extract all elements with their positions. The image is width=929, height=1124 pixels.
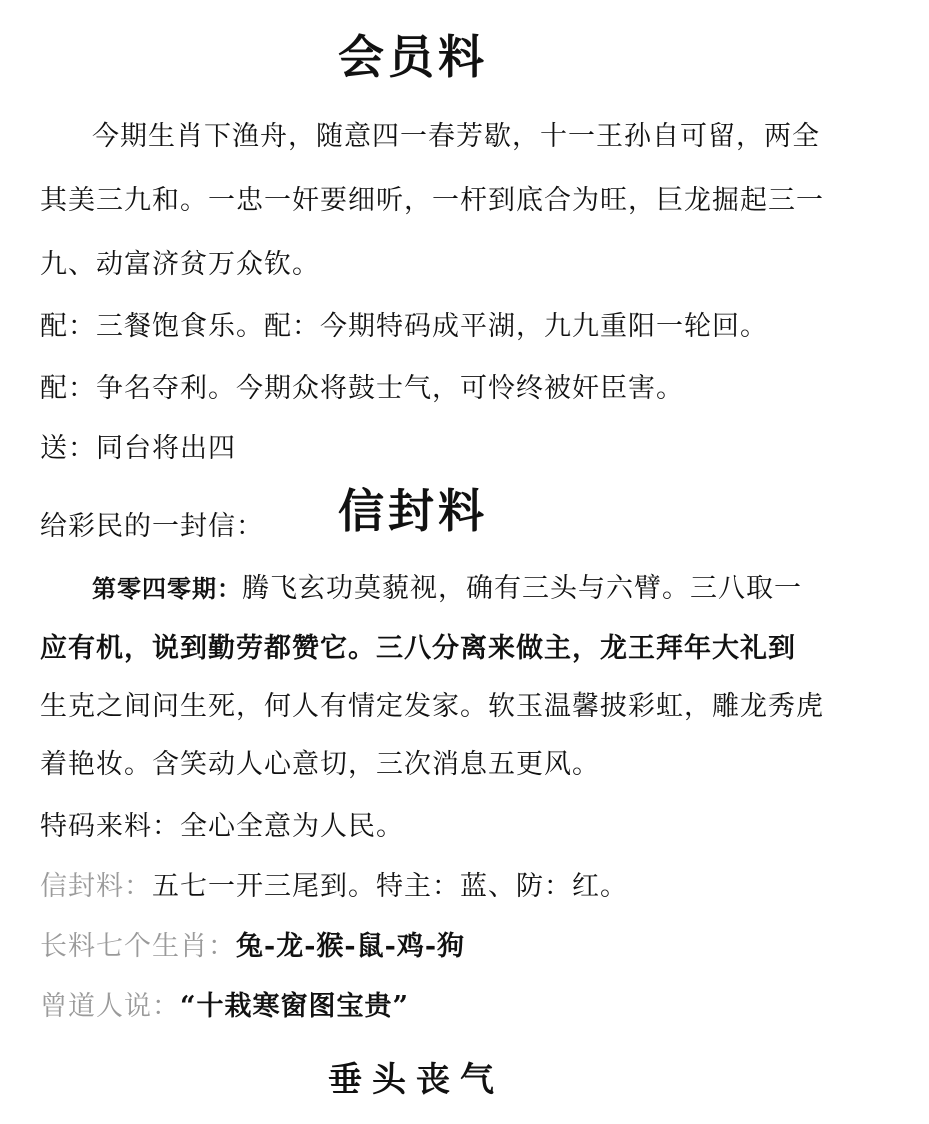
- zodiac-label: 长料七个生肖：: [40, 931, 236, 962]
- envelope-label: 信封料：: [40, 871, 152, 902]
- letter-paragraph-line-3: 生克之间问生死，何人有情定发家。软玉温馨披彩虹，雕龙秀虎: [40, 691, 824, 722]
- envelope-value: 五七一开三尾到。特主：蓝、防：红。: [152, 871, 628, 902]
- pei-line-2: 配：争名夺利。今期众将鼓士气，可怜终被奸臣害。: [40, 373, 684, 404]
- letter-paragraph-line-4: 着艳妆。含笑动人心意切，三次消息五更风。: [40, 749, 600, 780]
- saying-label: 曾道人说：: [40, 991, 180, 1022]
- letter-paragraph-text-1: 腾飞玄功莫藐视，确有三头与六臂。三八取一: [242, 573, 802, 604]
- period-label: 第零四零期：: [92, 574, 242, 603]
- saying-line: [40, 990, 409, 1024]
- envelope-line: [40, 870, 628, 904]
- member-section-title: 会员料: [338, 30, 488, 84]
- member-paragraph-line-2: 其美三九和。一忠一奸要细听，一杆到底合为旺，巨龙掘起三一: [40, 185, 824, 216]
- footer-title: 垂头丧气: [328, 1060, 504, 1100]
- zodiac-line: [40, 930, 465, 964]
- saying-value: “十栽寒窗图宝贵”: [180, 991, 410, 1022]
- letter-paragraph-line-1: [92, 572, 802, 606]
- song-line: 送：同台将出四: [40, 433, 236, 464]
- letter-intro: 给彩民的一封信：: [40, 511, 264, 542]
- letter-section-title: 信封料: [338, 484, 488, 538]
- pei-line-1: 配：三餐饱食乐。配：今期特码成平湖，九九重阳一轮回。: [40, 311, 768, 342]
- zodiac-value: 兔-龙-猴-鼠-鸡-狗: [236, 931, 466, 962]
- special-code-line: 特码来料：全心全意为人民。: [40, 811, 404, 842]
- letter-paragraph-line-2: 应有机，说到勤劳都赞它。三八分离来做主，龙王拜年大礼到: [40, 633, 796, 664]
- member-paragraph-line-1: 今期生肖下渔舟，随意四一春芳歇，十一王孙自可留，两全: [92, 121, 820, 152]
- member-paragraph-line-3: 九、动富济贫万众钦。: [40, 249, 320, 280]
